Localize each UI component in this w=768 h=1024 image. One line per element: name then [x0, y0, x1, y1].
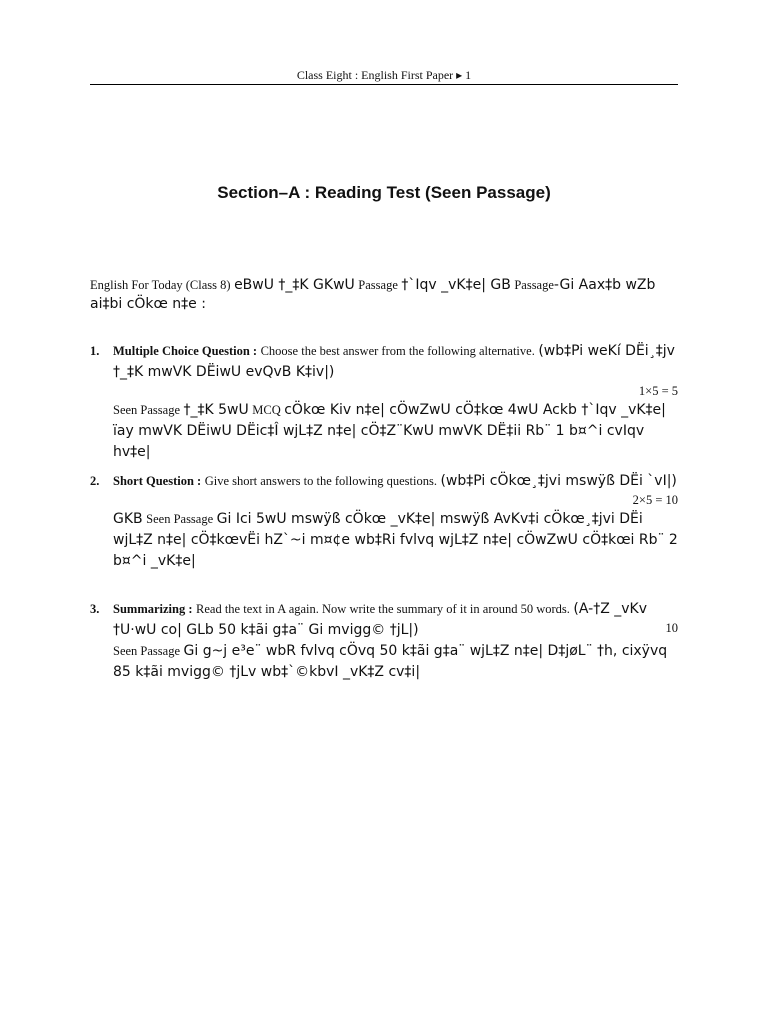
question-label: Multiple Choice Question :	[113, 344, 258, 358]
intro-part-5: Passage	[514, 278, 554, 292]
section-title: Section–A : Reading Test (Seen Passage)	[217, 183, 551, 202]
question-marks: 2×5 = 10	[632, 493, 678, 507]
question-heading	[113, 599, 678, 641]
page-header: Class Eight : English First Paper ▸ 1	[296, 68, 472, 82]
seen-passage-label: Seen Passage	[113, 644, 180, 658]
question-heading	[113, 471, 678, 492]
question-label: Summarizing :	[113, 602, 193, 616]
question-3	[90, 599, 678, 683]
question-2	[90, 471, 678, 572]
question-1	[90, 341, 678, 463]
detail-text-a: GKB	[113, 511, 143, 527]
question-detail	[113, 641, 678, 683]
detail-text-b: Gi Ici 5wU mswÿß cÖkœ _vK‡e| mswÿß AvKv‡i cÖkœ¸‡jvi DËi wjL‡Z n‡e| cÖ‡kœvËi hZ`~i m¤¢e wb‡Ri fvlvq wjL‡Z n‡e| cÖwZwU cÖ‡kœi Rb¨ 2 b¤^i _vK‡e|	[113, 511, 678, 569]
detail-text-b: Gi g~j e³e¨ wbR fvlvq cÖvq 50 k‡ãi g‡a¨ wjL‡Z n‡e| D‡jøL¨ †h, cixÿvq 85 k‡ãi mvigg© †jLv wb‡`©kbvI _vK‡Z cv‡i|	[113, 643, 668, 680]
question-number: 3.	[90, 602, 100, 616]
question-marks: 1×5 = 5	[638, 384, 678, 398]
intro-part-1: English For Today (Class 8)	[90, 278, 231, 292]
seen-passage-label: Seen Passage	[113, 403, 180, 417]
intro-part-3: Passage	[358, 278, 398, 292]
question-instruction: Choose the best answer from the following alternative.	[260, 344, 535, 358]
question-bangla-instruction: (A-†Z _vKv †U·wU co| GLb 50 k‡ãi g‡a¨ Gi mvigg© †jL|)	[113, 601, 647, 638]
mcq-label: MCQ	[252, 403, 281, 417]
header-divider	[90, 84, 678, 85]
intro-part-6: -Gi Aax‡b wZb ai‡bi cÖkœ n‡e :	[90, 277, 656, 312]
intro-part-2: eBwU †_‡K GKwU	[234, 277, 355, 293]
question-marks: 10	[665, 621, 678, 635]
question-bangla-instruction: (wb‡Pi cÖkœ¸‡jvi mswÿß DËi `vI|)	[440, 473, 677, 489]
intro-paragraph	[90, 276, 678, 314]
question-bangla-instruction: (wb‡Pi weKí DËi¸‡jv †_‡K mwVK DËiwU evQvB K‡iv|)	[113, 343, 675, 380]
detail-text-b: cÖkœ Kiv n‡e| cÖwZwU cÖ‡kœ 4wU Ackb †`Iqv _vK‡e| ïay mwVK DËiwU DËic‡Î wjL‡Z n‡e| cÖ‡Z¨KwU mwVK DË‡ii Rb¨ 1 b¤^i cvIqv hv‡e|	[113, 402, 666, 460]
question-instruction: Give short answers to the following questions.	[204, 474, 437, 488]
question-heading	[113, 341, 678, 383]
detail-text-a: †_‡K 5wU	[183, 402, 249, 418]
question-instruction: Read the text in A again. Now write the summary of it in around 50 words.	[196, 602, 570, 616]
question-detail	[113, 509, 678, 572]
question-number: 2.	[90, 474, 100, 488]
question-detail	[113, 400, 678, 463]
question-label: Short Question :	[113, 474, 202, 488]
intro-part-4: †`Iqv _vK‡e| GB	[401, 277, 511, 293]
question-number: 1.	[90, 344, 100, 358]
seen-passage-label: Seen Passage	[146, 512, 214, 526]
